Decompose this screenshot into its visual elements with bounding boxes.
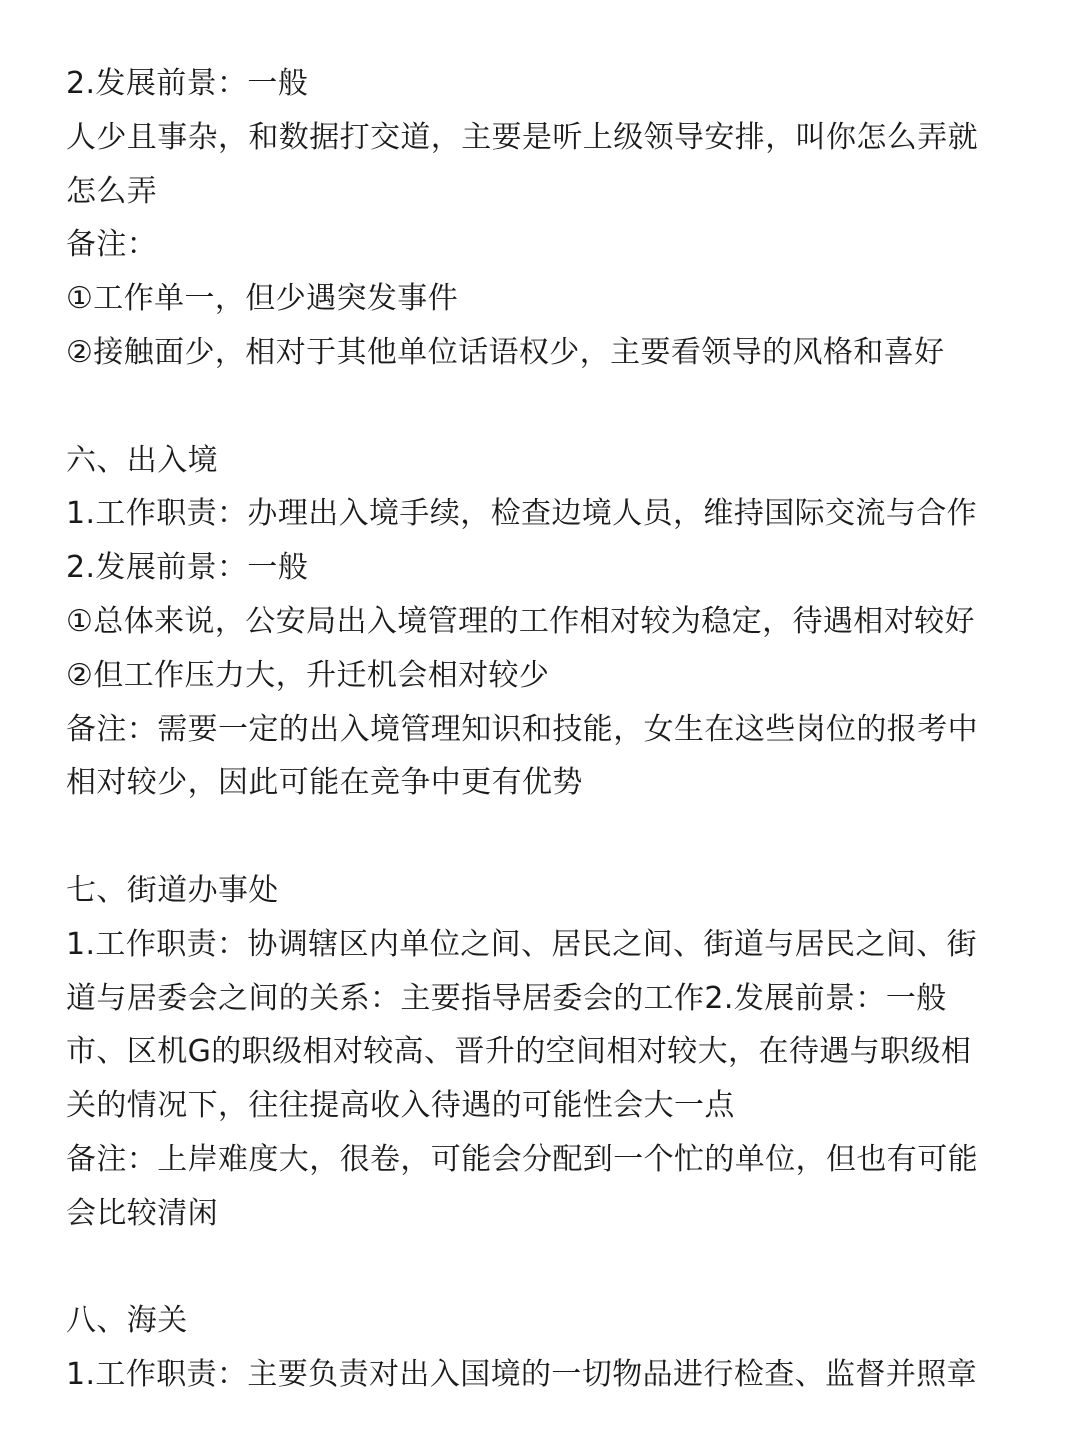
line-note-label: 备注： <box>66 227 158 263</box>
line-prospect-item-2: ②但工作压力大，升迁机会相对较少 <box>66 657 550 693</box>
line-note-immigration-cont: 相对较少，因此可能在竞争中更有优势 <box>66 765 583 801</box>
line-prospect-general: 2.发展前景：一般 <box>66 66 309 101</box>
line-description-cont: 怎么弄 <box>66 173 158 209</box>
line-prospect-subdistrict-cont: 关的情况下，往往提高收入待遇的可能性会大一点 <box>66 1088 735 1124</box>
section-heading-subdistrict: 七、街道办事处 <box>66 872 279 908</box>
line-note-subdistrict-cont: 会比较清闲 <box>66 1195 218 1231</box>
line-prospect-subdistrict: 市、区机G的职级相对较高、晋升的空间相对较大，在待遇与职级相 <box>66 1034 972 1070</box>
line-prospect-item-1: ①总体来说，公安局出入境管理的工作相对较为稳定，待遇相对较好 <box>66 603 975 639</box>
line-note-subdistrict: 备注：上岸难度大，很卷，可能会分配到一个忙的单位，但也有可能 <box>66 1141 978 1177</box>
line-duty-subdistrict: 1.工作职责：协调辖区内单位之间、居民之间、街道与居民之间、街 <box>66 926 978 962</box>
section-heading-immigration: 六、出入境 <box>66 442 218 478</box>
line-prospect-immigration: 2.发展前景：一般 <box>66 550 309 586</box>
blank-line <box>66 810 1026 864</box>
line-note-immigration: 备注：需要一定的出入境管理知识和技能，女生在这些岗位的报考中 <box>66 711 978 747</box>
line-duty-customs: 1.工作职责：主要负责对出入国境的一切物品进行检查、监督并照章 <box>66 1357 978 1393</box>
blank-line <box>66 1241 1026 1295</box>
line-note-item-1: ①工作单一，但少遇突发事件 <box>66 281 459 317</box>
document-body <box>66 57 1026 1402</box>
line-duty-subdistrict-cont: 道与居委会之间的关系：主要指导居委会的工作2.发展前景：一般 <box>66 980 947 1016</box>
blank-line <box>66 380 1026 434</box>
line-duty-immigration: 1.工作职责：办理出入境手续，检查边境人员，维持国际交流与合作 <box>66 496 978 532</box>
section-heading-customs: 八、海关 <box>66 1303 188 1339</box>
line-note-item-2: ②接触面少，相对于其他单位话语权少，主要看领导的风格和喜好 <box>66 334 945 370</box>
line-description: 人少且事杂，和数据打交道，主要是听上级领导安排，叫你怎么弄就 <box>66 119 978 155</box>
